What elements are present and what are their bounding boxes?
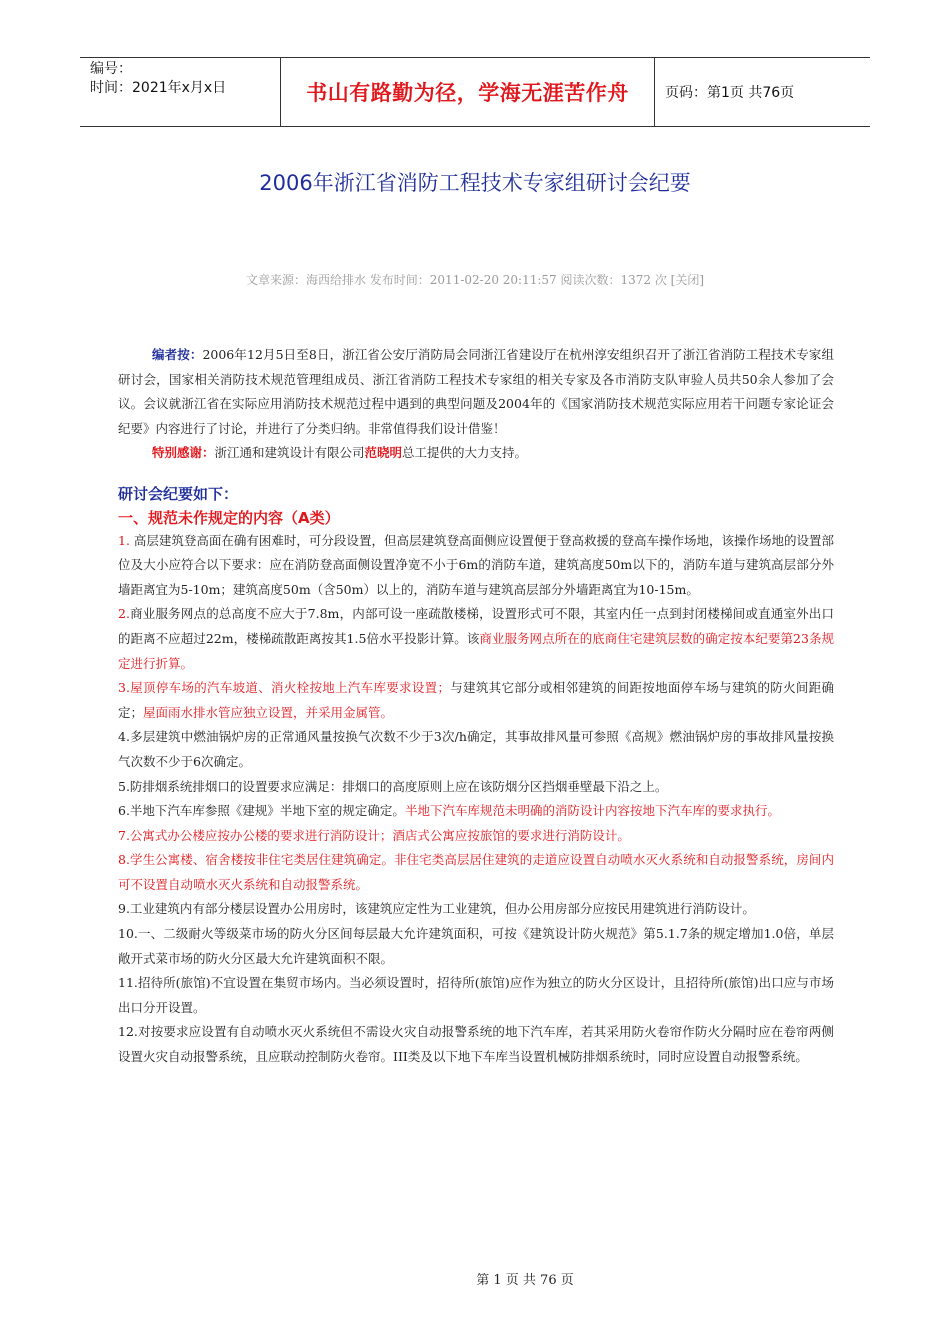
document-body: [118, 343, 834, 1070]
item-3: [118, 676, 834, 725]
item-10: 10.一、二级耐火等级菜市场的防火分区间每层最大允许建筑面积，可按《建筑设计防火规范》第5.1.7条的规定增加1.0倍，单层敞开式菜市场的防火分区最大允许建筑面积不限。: [118, 926, 834, 966]
header-motto-cell: [280, 58, 655, 126]
thanks-paragraph: [118, 441, 834, 466]
page-footer: 第 1 页 共 76 页: [476, 1273, 574, 1288]
item-3-text: 与建筑其它部分或相邻建筑的间距按地面停车场与建筑的防火间距确定；: [118, 680, 834, 720]
thanks-post: 总工提供的大力支持。: [402, 445, 528, 461]
article-meta: 文章来源：海西给排水 发布时间：2011-02-20 20:11:57 阅读次数：1372 次 [关闭]: [245, 273, 705, 287]
item-4: 4.多层建筑中燃油锅炉房的正常通风量按换气次数不少于3次/h确定，其事故排风量可参照《高规》燃油锅炉房的事故排风量按换气次数不少于6次确定。: [118, 729, 834, 769]
item-6-text: 6.半地下汽车库参照《建规》半地下室的规定确定。: [118, 803, 405, 819]
document-number-label: 编号：: [90, 61, 132, 77]
header-left-cell: [80, 58, 280, 126]
item-7: 7.公寓式办公楼应按办公楼的要求进行消防设计；酒店式公寓应按旅馆的要求进行消防设计。: [118, 827, 630, 843]
document-title: 2006年浙江省消防工程技术专家组研讨会纪要: [259, 171, 691, 195]
header-page-info: 页码：第1页 共76页: [665, 85, 795, 101]
header-motto: 书山有路勤为径，学海无涯苦作舟: [306, 81, 629, 105]
item-1: [118, 529, 834, 603]
item-1-number: 1.: [118, 532, 130, 548]
document-time-label: 时间：2021年x月x日: [90, 80, 227, 96]
thanks-pre: 浙江通和建筑设计有限公司: [214, 445, 365, 461]
summary-heading: 研讨会纪要如下：: [118, 484, 239, 503]
item-12: 12.对按要求应设置有自动喷水灭火系统但不需设火灾自动报警系统的地下汽车库，若其采用防火卷帘作防火分隔时应在卷帘两侧设置火灾自动报警系统，且应联动控制防火卷帘。III类及以下地下车库当设置机械防排烟系统时，同时应设置自动报警系统。: [118, 1024, 834, 1065]
section-a-heading: 一、规范未作规定的内容（A类）: [118, 508, 340, 527]
item-6-highlight: 半地下汽车库规范未明确的消防设计内容按地下汽车库的要求执行。: [404, 803, 780, 819]
item-11: 11.招待所(旅馆)不宜设置在集贸市场内。当必须设置时，招待所(旅馆)应作为独立的防火分区设计，且招待所(旅馆)出口应与市场出口分开设置。: [118, 975, 834, 1015]
item-6: [118, 799, 834, 824]
editor-note-label: 编者按：: [152, 347, 203, 362]
item-9: 9.工业建筑内有部分楼层设置办公用房时，该建筑应定性为工业建筑，但办公用房部分应按民用建筑进行消防设计。: [118, 901, 755, 917]
item-3-highlight-a: 3.屋顶停车场的汽车坡道、消火栓按地上汽车库要求设置；: [118, 680, 450, 696]
item-2-number: 2.: [118, 606, 130, 622]
item-8: 8.学生公寓楼、宿舍楼按非住宅类居住建筑确定。非住宅类高层居住建筑的走道应设置自动喷水灭火系统和自动报警系统，房间内可不设置自动喷水灭火系统和自动报警系统。: [118, 852, 834, 892]
editor-note-text: 2006年12月5日至8日，浙江省公安厅消防局会同浙江省建设厅在杭州淳安组织召开了浙江省消防工程技术专家组研讨会，国家相关消防技术规范管理组成员、浙江省消防工程技术专家组的相关专家及各市消防支队审验人员共50余人参加了会议。会议就浙江省在实际应用消防技术规范过程中遇到的典型问题及2004年的《国家消防技术规范实际应用若干问题专家论证会纪要》内容进行了讨论，并进行了分类归纳。非常值得我们设计借鉴！: [118, 347, 834, 436]
thanks-label: 特别感谢：: [152, 445, 215, 461]
item-2: [118, 602, 834, 676]
header-page-cell: [655, 58, 870, 126]
item-2-text: 商业服务网点的总高度不应大于7.8m，内部可设一座疏散楼梯，设置形式可不限，其室内任一点到封闭楼梯间或直通室外出口的距离不应超过22m，楼梯疏散距离按其1.5倍水平投影计算。该: [118, 606, 834, 646]
item-1-text: 高层建筑登高面在确有困难时，可分段设置，但高层建筑登高面侧应设置便于登高救援的登高车操作场地，该操作场地的设置部位及大小应符合以下要求：应在消防登高面侧设置净宽不小于6m的消防车道，建筑高度50m以下的，消防车道与建筑高层部分外墙距离宜为5-10m；建筑高度50m（含50m）以上的，消防车道与建筑高层部分外墙距离宜为10-15m。: [118, 532, 834, 597]
thanks-name: 范晓明: [364, 445, 403, 461]
item-3-highlight-b: 屋面雨水排水管应独立设置，并采用金属管。: [143, 704, 394, 720]
item-2-highlight: 商业服务网点所在的底商住宅建筑层数的确定按本纪要第23条规定进行折算。: [118, 630, 834, 671]
editor-note-paragraph: [118, 343, 834, 441]
header-table: [80, 57, 870, 127]
item-5: 5.防排烟系统排烟口的设置要求应满足：排烟口的高度原则上应在该防烟分区挡烟垂壁最下沿之上。: [118, 778, 668, 794]
